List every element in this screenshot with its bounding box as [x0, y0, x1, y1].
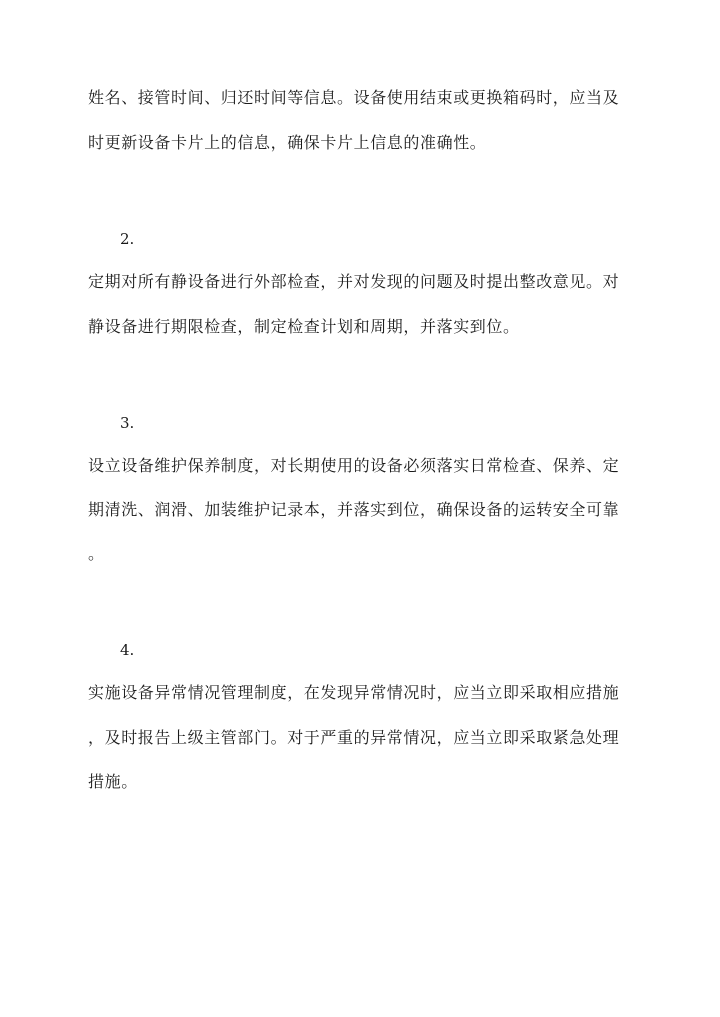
intro-line-1: 姓名、接管时间、归还时间等信息。设备使用结束或更换箱码时，应当及 [88, 88, 620, 107]
item-4-line-3: 措施。 [88, 772, 138, 791]
item-2-line-1: 定期对所有静设备进行外部检查，并对发现的问题及时提出整改意见。对 [88, 272, 620, 291]
item-2-number: 2. [120, 230, 135, 248]
intro-line-2: 时更新设备卡片上的信息，确保卡片上信息的准确性。 [88, 133, 487, 152]
item-3-line-1: 设立设备维护保养制度，对长期使用的设备必须落实日常检查、保养、定 [88, 456, 620, 475]
item-3-line-3: 。 [88, 544, 105, 563]
item-4-line-2: ，及时报告上级主管部门。对于严重的异常情况，应当立即采取紧急处理 [88, 728, 620, 747]
item-3-line-2: 期清洗、润滑、加装维护记录本，并落实到位，确保设备的运转安全可靠 [88, 500, 620, 519]
item-2-line-2: 静设备进行期限检查，制定检查计划和周期，并落实到位。 [88, 317, 520, 336]
item-4-number: 4. [120, 641, 135, 659]
item-3-number: 3. [120, 414, 135, 432]
item-4-line-1: 实施设备异常情况管理制度，在发现异常情况时，应当立即采取相应措施 [88, 683, 620, 702]
